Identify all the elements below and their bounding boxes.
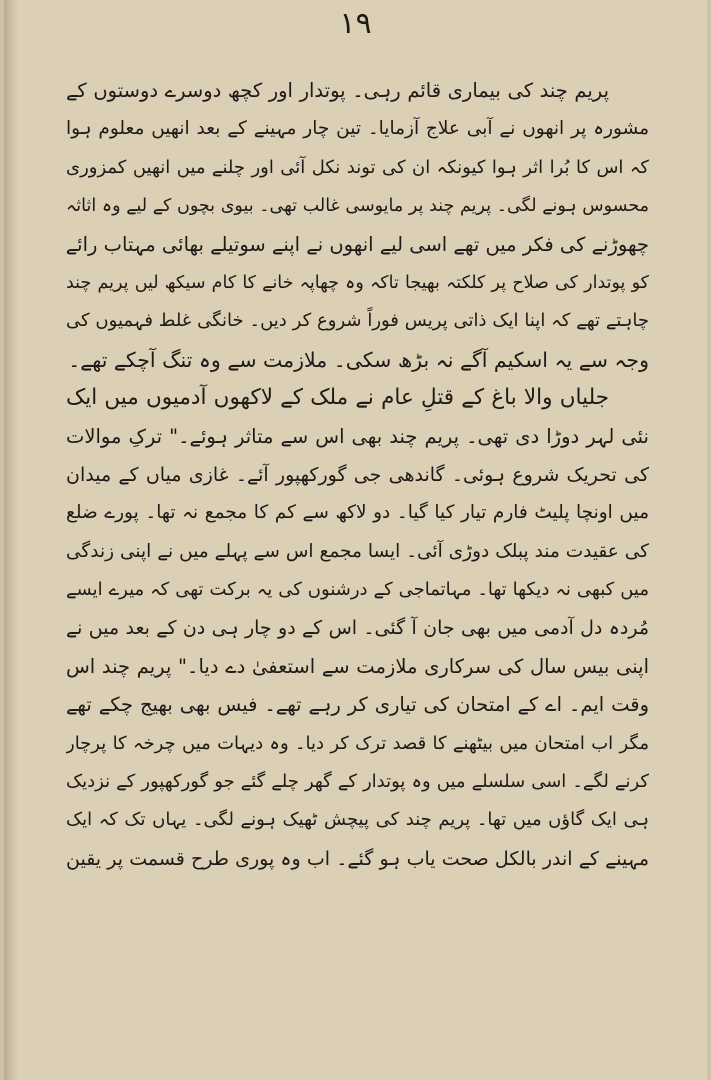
- text-line: ہی ایک گاؤں میں تھا۔ پریم چند کی پیچش ٹھیک ہونے لگی۔ یہاں تک کہ ایک: [66, 809, 649, 831]
- book-page: [4, 0, 707, 1080]
- text-line: میں اونچا پلیٹ فارم تیار کیا گیا۔ دو لاکھ سے کم کا مجمع نہ تھا۔ پورے ضلع: [66, 502, 649, 524]
- text-line: مہینے کے اندر بالکل صحت یاب ہو گئے۔ اب وہ پوری طرح قسمت پر یقین: [66, 847, 649, 870]
- text-line: مگر اب امتحان میں بیٹھنے کا قصد ترک کر دیا۔ وہ دیہات میں چرخہ کا پرچار: [66, 732, 649, 754]
- text-line: محسوس ہونے لگی۔ پریم چند پر مایوسی غالب تھی۔ بیوی بچوں کے لیے وہ اثاثہ: [66, 196, 649, 217]
- text-line: جلیاں والا باغ کے قتلِ عام نے ملک کے لاکھوں آدمیوں میں ایک: [66, 385, 609, 411]
- text-line: کہ اس کا بُرا اثر ہوا کیونکہ ان کی توند نکل آئی اور چلنے میں انھیں کمزوری: [66, 156, 649, 178]
- text-line: مُردہ دل آدمی میں بھی جان آ گئی۔ اس کے دو چار ہی دن کے بعد میں نے: [66, 617, 649, 640]
- text-line: کی تحریک شروع ہوئی۔ گاندھی جی گورکھپور آئے۔ غازی میاں کے میدان: [66, 463, 649, 486]
- text-line: وجہ سے یہ اسکیم آگے نہ بڑھ سکی۔ ملازمت سے وہ تنگ آچکے تھے۔: [68, 347, 649, 372]
- page-edge-shadow: [4, 0, 18, 1080]
- body-text: [66, 72, 649, 878]
- text-line: نئی لہر دوڑا دی تھی۔ پریم چند بھی اس سے متاثر ہوئے۔" ترکِ موالات: [66, 424, 649, 448]
- text-line: مشورہ پر انھوں نے آبی علاج آزمایا۔ تین چار مہینے کے بعد انھیں معلوم ہوا: [66, 118, 649, 140]
- text-line: اپنی بیس سال کی سرکاری ملازمت سے استعفیٰ دے دیا۔" پریم چند اس: [66, 654, 649, 678]
- text-line: چاہتے تھے کہ اپنا ایک ذاتی پریس فوراً شروع کر دیں۔ خانگی غلط فہمیوں کی: [66, 310, 649, 332]
- text-line: کی عقیدت مند پبلک دوڑی آئی۔ ایسا مجمع اس سے پہلے میں نے اپنی زندگی: [66, 540, 649, 562]
- text-line: چھوڑنے کی فکر میں تھے اسی لیے انھوں نے اپنے سوتیلے بھائی مہتاب رائے: [66, 232, 649, 256]
- text-line: کو پوتدار کی صلاح پر کلکتہ بھیجا تاکہ وہ چھاپہ خانے کا کام سیکھ لیں پریم چند: [66, 272, 649, 293]
- text-line: پریم چند کی بیماری قائم رہی۔ پوتدار اور کچھ دوسرے دوستوں کے: [66, 79, 609, 102]
- text-line: وقت ایم۔ اے کے امتحان کی تیاری کر رہے تھے۔ فیس بھی بھیج چکے تھے: [66, 693, 649, 717]
- text-line: میں کبھی نہ دیکھا تھا۔ مہاتماجی کے درشنوں کی یہ برکت تھی کہ میرے ایسے: [66, 579, 649, 601]
- text-line: کرنے لگے۔ اسی سلسلے میں وہ پوتدار کے گھر چلے گئے جو گورکھپور کے نزدیک: [66, 771, 649, 793]
- page-number: ۱۹: [339, 6, 372, 41]
